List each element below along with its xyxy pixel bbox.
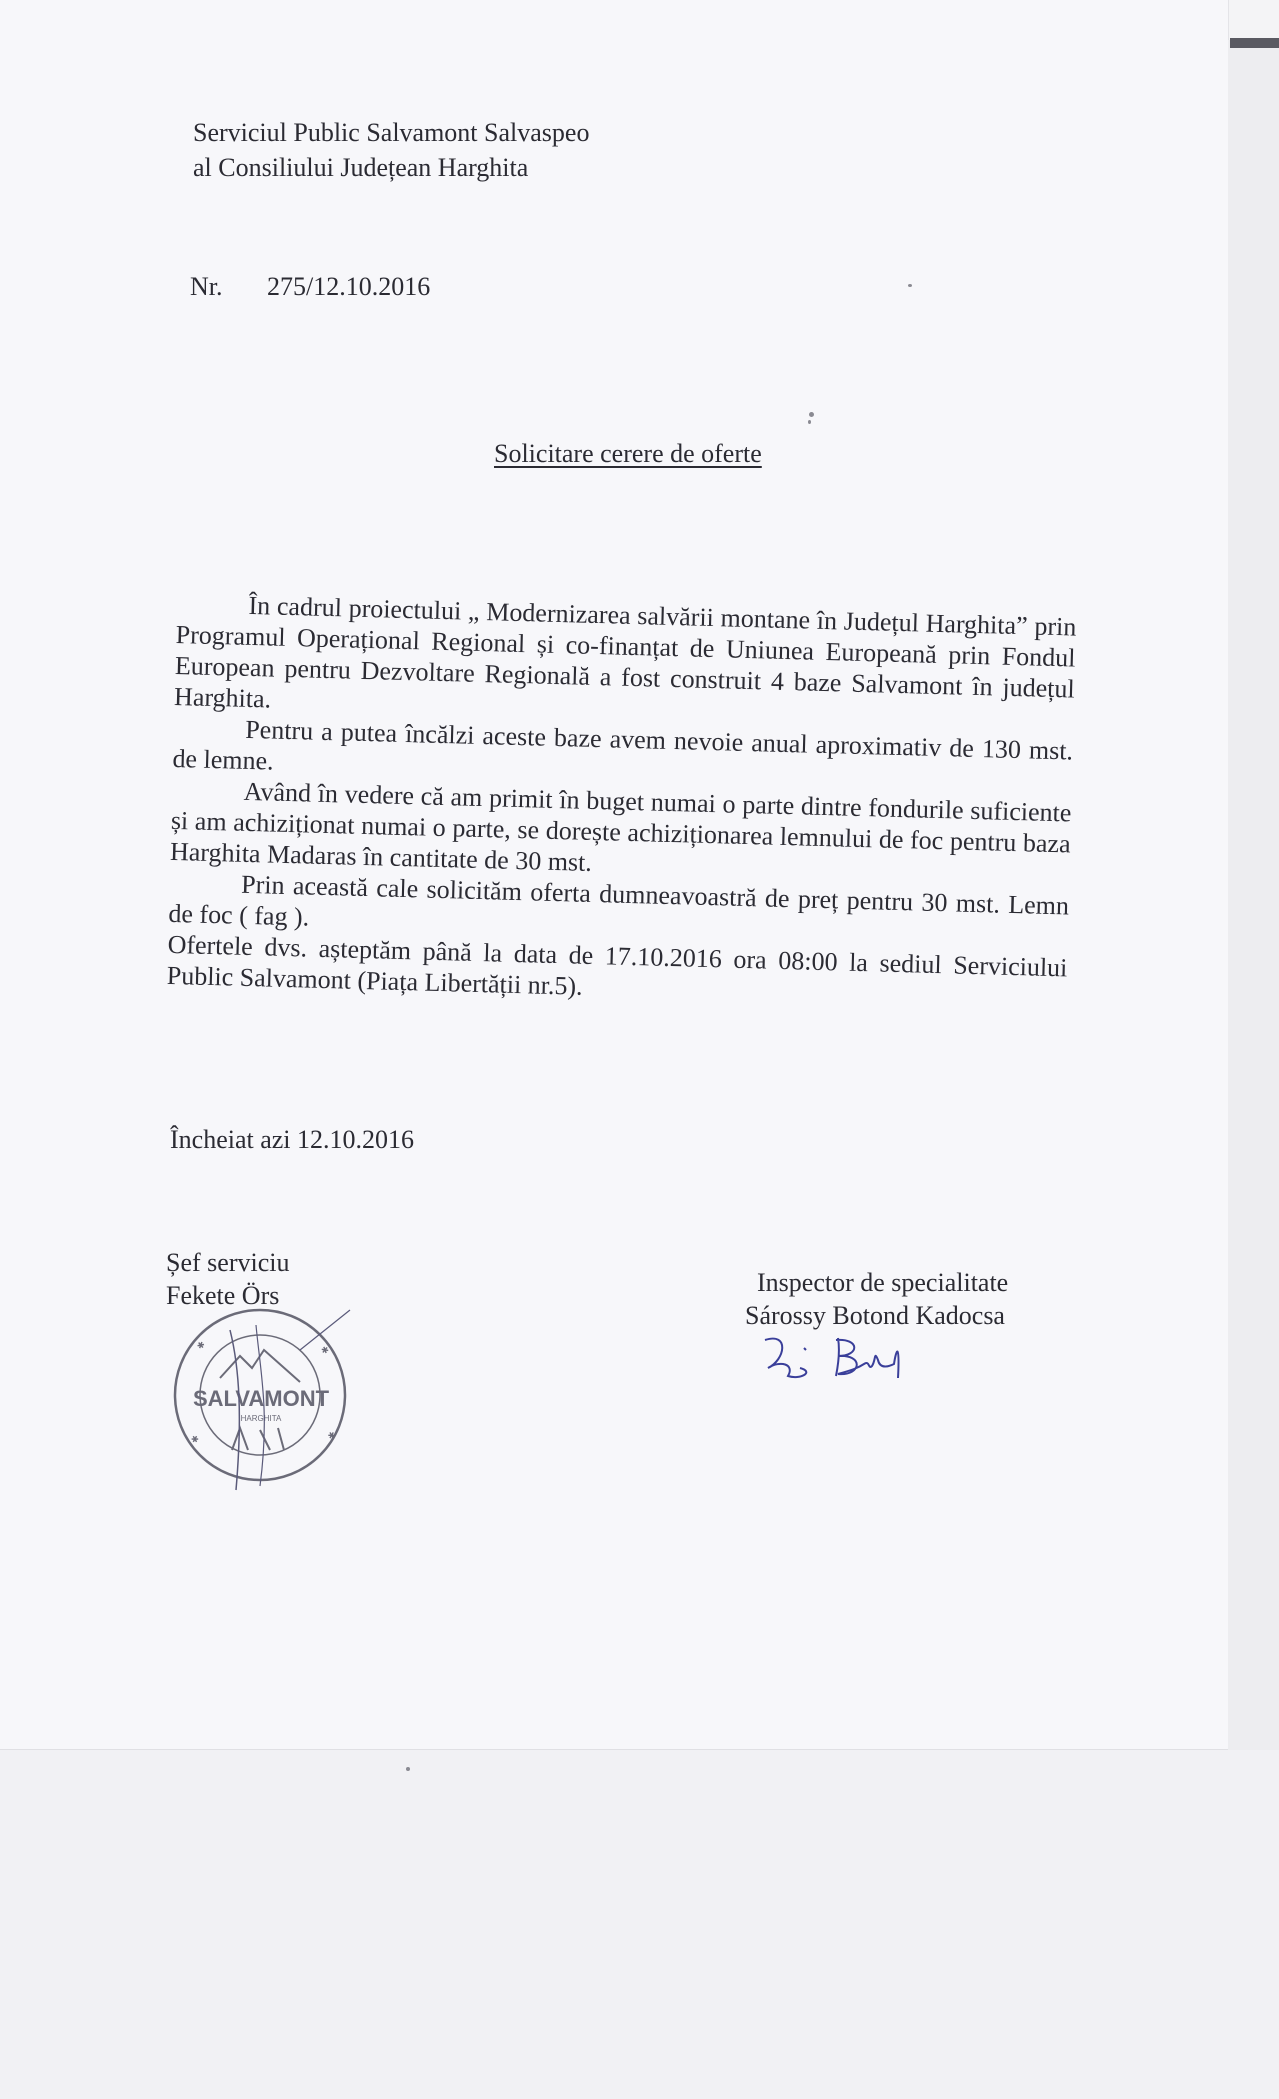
- paragraph-budget: Având în vedere că am primit în buget numai o parte dintre fondurile suficiente și am achiziționat numai o parte, se dorește achiziționarea lemnului de foc pentru baza Harghita Madaras în cantitate de 30 mst.: [169, 776, 1072, 877]
- paragraph-request: Prin această cale solicităm oferta dumneavoastră de preț pentru 30 mst. Lemn de foc ( fag ).: [168, 869, 1070, 932]
- scan-speck: [908, 284, 912, 287]
- document-body: [166, 588, 1076, 1014]
- paragraph-deadline: Ofertele dvs. așteptăm până la data de 17.10.2016 ora 08:00 la sediul Serviciului Public Salvamont (Piața Libertății nr.5).: [166, 929, 1068, 1001]
- svg-text:✱: ✱: [189, 1433, 201, 1446]
- institution-authority: al Consiliului Județean Harghita: [193, 153, 529, 182]
- registration-label: Nr.: [190, 272, 223, 301]
- right-signatory-role: Inspector de specialitate: [757, 1268, 1009, 1297]
- scanner-background: [0, 1750, 1279, 2099]
- left-signatory-role: Șef serviciu: [166, 1248, 290, 1277]
- svg-text:✱: ✱: [326, 1429, 338, 1442]
- registration-number: [190, 271, 430, 303]
- scan-speck: [808, 420, 811, 424]
- svg-text:✱: ✱: [194, 1339, 208, 1352]
- svg-text:✱: ✱: [318, 1343, 331, 1357]
- stamp-center-text: SALVAMONT: [192, 1386, 330, 1411]
- left-signatory-name: Fekete Örs: [166, 1281, 280, 1310]
- paragraph-project: În cadrul proiectului „ Modernizarea salvării montane în Județul Harghita” prin Programul Operațional Regional și co-finanțat de Uniunea Europeană prin Fondul European pentru Dezvoltare Regională a fost construit 4 baze Salvamont în județul Harghita.: [173, 590, 1077, 714]
- concluded-date: Încheiat azi 12.10.2016: [170, 1125, 415, 1154]
- stamp-sub-text: HARGHITA: [240, 1414, 282, 1423]
- official-stamp-icon: [160, 1290, 360, 1500]
- scan-speck: [809, 412, 814, 417]
- scan-speck: [406, 1767, 410, 1771]
- institution-name: Serviciul Public Salvamont Salvaspeo: [193, 118, 590, 147]
- document-title: Solicitare cerere de oferte: [494, 439, 762, 468]
- page-edge: [1228, 40, 1279, 1752]
- handwritten-signature: [760, 1330, 920, 1390]
- right-signatory-name: Sárossy Botond Kadocsa: [745, 1301, 1005, 1330]
- registration-value: 275/12.10.2016: [267, 272, 431, 301]
- page-edge-shadow: [1230, 38, 1279, 48]
- paragraph-heating-need: Pentru a putea încălzi aceste baze avem nevoie anual aproximativ de 130 mst. de lemne.: [172, 714, 1074, 776]
